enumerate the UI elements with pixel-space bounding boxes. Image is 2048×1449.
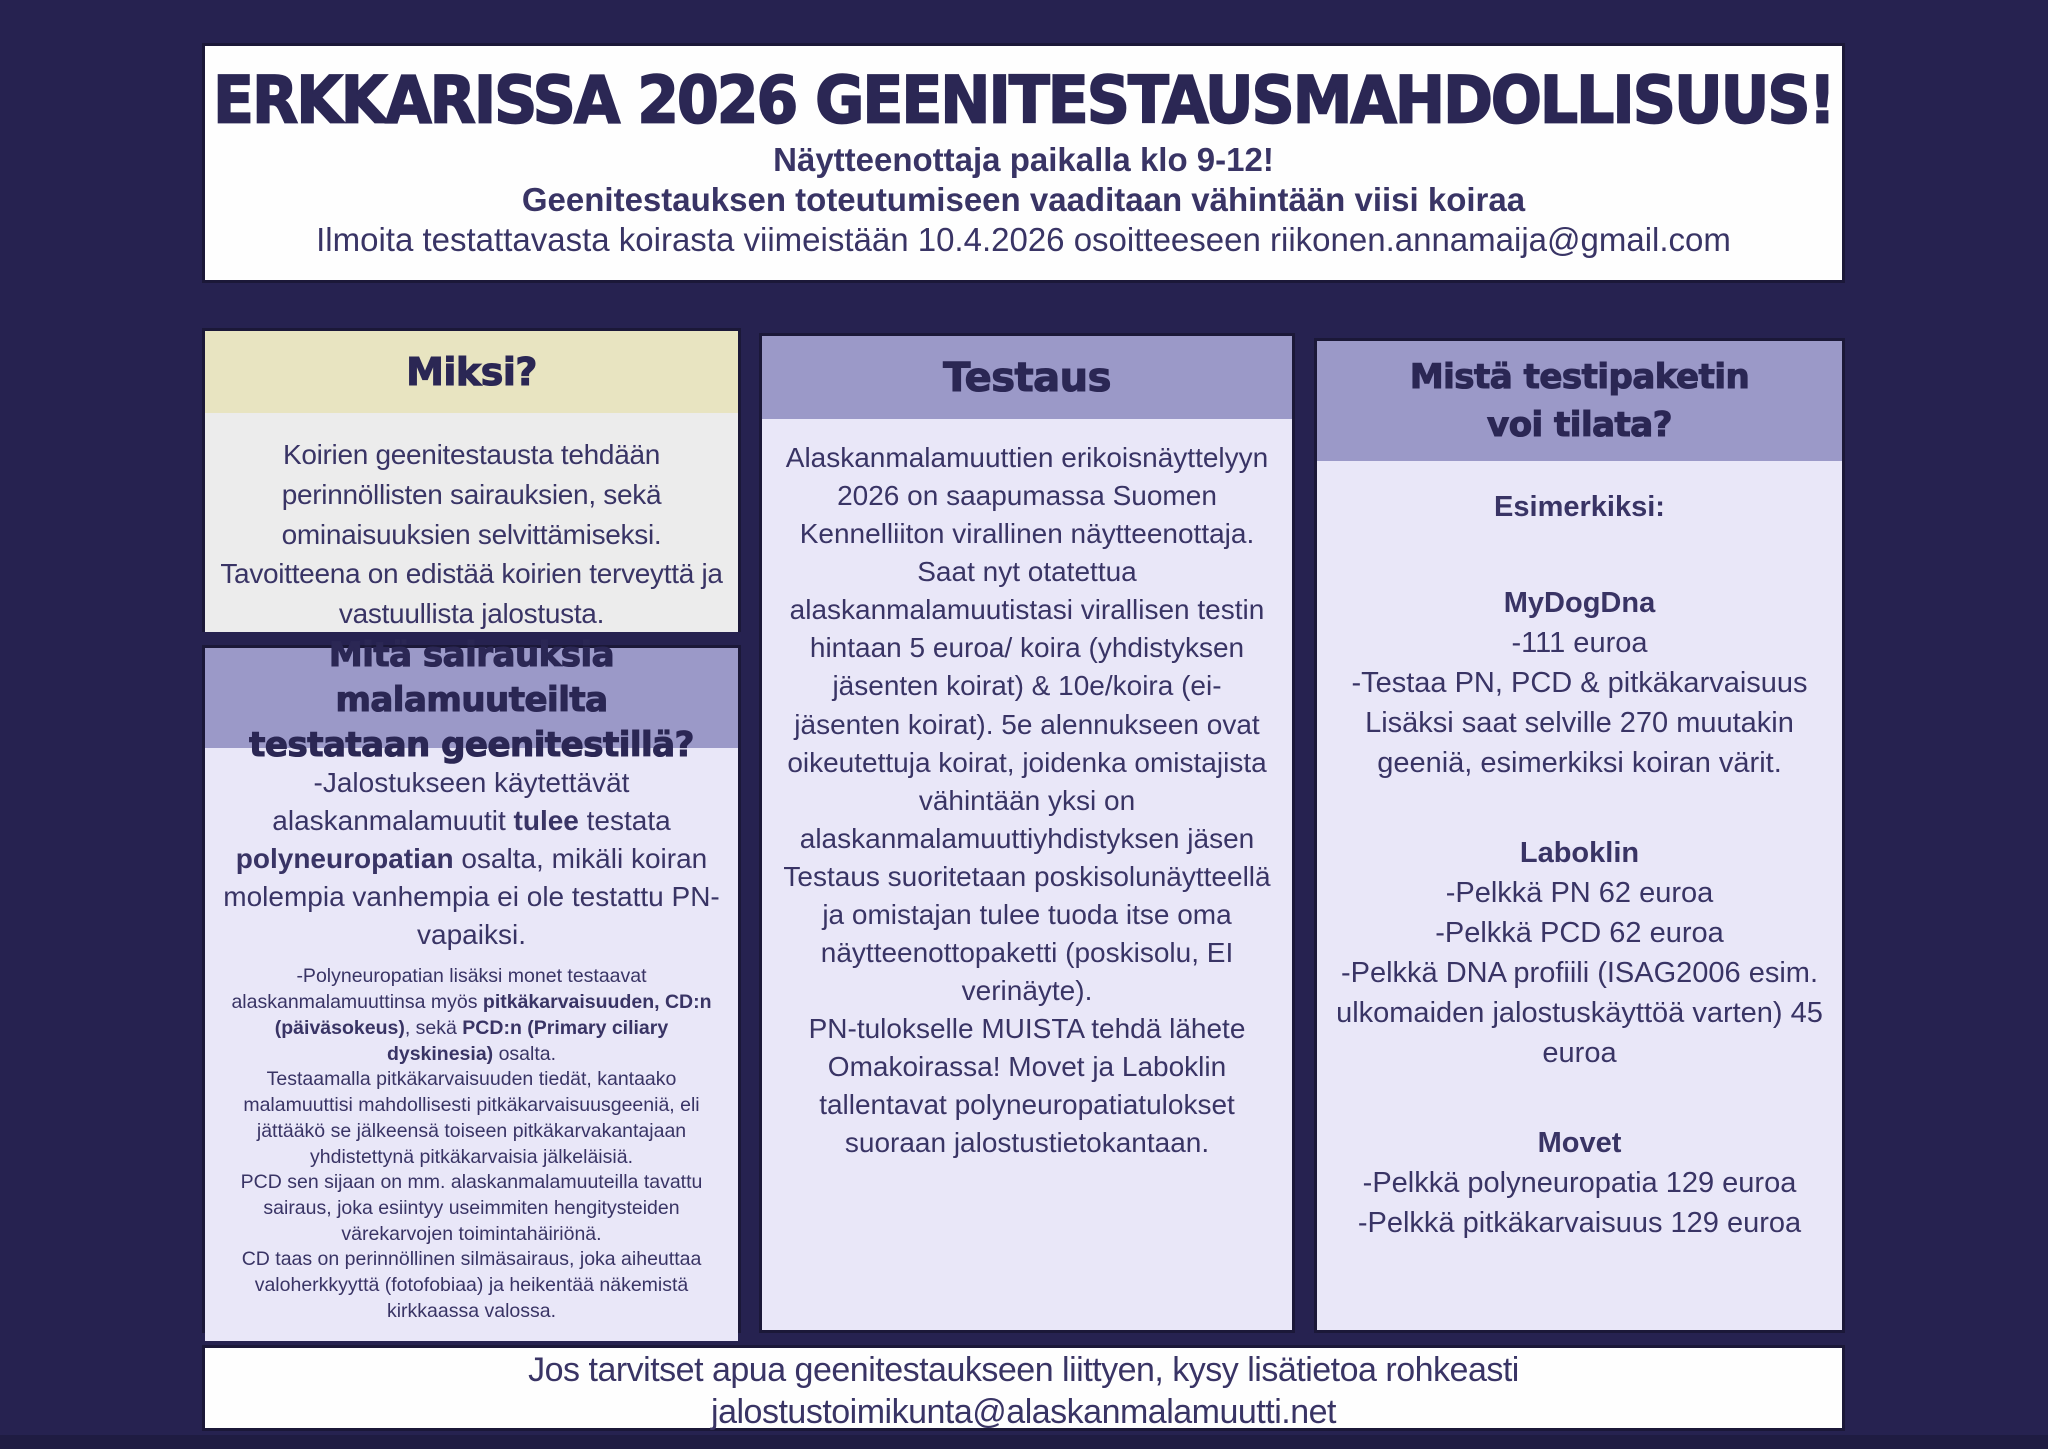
header-band xyxy=(202,43,1845,283)
diseases-title-line2: testataan geenitestillä? xyxy=(249,724,694,765)
diseases-body xyxy=(205,748,738,1341)
footer-email: jalostustoimikunta@alaskanmalamuutti.net xyxy=(711,1393,1336,1431)
provider-line: -Pelkkä pitkäkarvaisuus 129 euroa xyxy=(1357,1207,1802,1240)
provider-movet xyxy=(1329,1123,1830,1243)
column-order xyxy=(1314,338,1845,1333)
testing-header xyxy=(762,336,1292,419)
why-body xyxy=(205,413,738,632)
diseases-lead: -Jalostukseen käytettävät alaskanmalamuutit tulee testata polyneuropatian osalta, mikäli koiran molempia vanhempia ei ole testattu PN-vapaiksi. xyxy=(223,767,720,951)
why-title: Miksi? xyxy=(406,350,537,394)
provider-line: -Pelkkä DNA profiili (ISAG2006 esim. ulkomaiden jalostuskäyttöä varten) 45 euroa xyxy=(1336,957,1823,1070)
provider-name: Laboklin xyxy=(1519,837,1640,870)
order-title-line2: voi tilata? xyxy=(1487,405,1672,445)
provider-laboklin xyxy=(1329,833,1830,1073)
diseases-detail-p4: CD taas on perinnöllinen silmäsairaus, joka aiheuttaa valoherkkyyttä (fotofobiaa) ja heikentää näkemistä kirkkaassa valossa. xyxy=(241,1248,702,1322)
order-body xyxy=(1317,461,1842,1269)
testing-paragraph-1: Alaskanmalamuuttien erikoisnäyttelyyn 2026 on saapumassa Suomen Kennelliiton virallinen näytteenottaja. xyxy=(785,442,1269,550)
diseases-detail-p3: PCD sen sijaan on mm. alaskanmalamuuteilla tavattu sairaus, joka esiintyy useimmiten hengitysteiden värekarvojen toimintahäiriönä. xyxy=(240,1171,703,1245)
column-diseases xyxy=(202,634,741,1333)
footer-help-text: Jos tarvitset apua geenitestaukseen liittyen, kysy lisätietoa rohkeasti xyxy=(528,1351,1519,1389)
diseases-detail-p1: -Polyneuropatian lisäksi monet testaavat alaskanmalamuuttinsa myös pitkäkarvaisuuden, CD:n (päiväsokeus), sekä PCD:n (Primary ciliary dyskinesia) osalta. xyxy=(231,965,712,1065)
testing-paragraph-3: Testaus suoritetaan poskisolunäytteellä ja omistajan tulee tuoda itse oma näytteenottopaketti (poskisolu, EI verinäyte). xyxy=(783,860,1271,1007)
provider-line: -Pelkkä PN 62 euroa xyxy=(1445,877,1714,910)
bottom-edge-strip xyxy=(0,1435,2048,1449)
subtitle-minimum-dogs: Geenitestauksen toteutumiseen vaaditaan vähintään viisi koiraa xyxy=(521,181,1526,218)
testing-paragraph-2: Saat nyt otatettua alaskanmalamuutistasi virallisen testin hintaan 5 euroa/ koira (yhdistyksen jäsenten koirat) & 10e/koira (ei-jäsenten koirat). 5e alennukseen ovat oikeutettuja koirat, joidenka omistajista vähintään yksi on alaskanmalamuuttiyhdistyksen jäsen xyxy=(787,556,1267,854)
testing-body xyxy=(762,419,1292,1182)
testing-paragraph-4: PN-tulokselle MUISTA tehdä lähete Omakoirassa! Movet ja Laboklin tallentavat polyneuropatiatulokset suoraan jalostustietokantaan. xyxy=(808,1013,1246,1159)
order-title-line1: Mistä testipaketin xyxy=(1409,357,1750,397)
footer-band xyxy=(202,1345,1845,1431)
provider-line: -Pelkkä polyneuropatia 129 euroa xyxy=(1362,1167,1797,1200)
diseases-header xyxy=(205,634,738,765)
order-intro: Esimerkiksi: xyxy=(1494,491,1665,523)
provider-line: -111 euroa xyxy=(1511,627,1648,660)
provider-line: Lisäksi saat selville 270 muutakin geeniä, esimerkiksi koiran värit. xyxy=(1365,707,1794,780)
provider-name: MyDogDna xyxy=(1503,587,1656,620)
diseases-detail-p2: Testaamalla pitkäkarvaisuuden tiedät, kantaako malamuuttisi mahdollisesti pitkäkarvaisuusgeeniä, eli jättääkö se jälkeensä toiseen pitkäkarvakantajaan yhdistettynä pitkäkarvaisia jälkeläisiä. xyxy=(243,1068,700,1168)
testing-title: Testaus xyxy=(943,354,1111,401)
diseases-detail xyxy=(223,964,720,1324)
column-why xyxy=(202,328,741,632)
diseases-title-line1: Mitä sairauksia malamuuteilta xyxy=(328,634,615,720)
provider-mydogdna xyxy=(1329,583,1830,783)
order-header xyxy=(1317,341,1842,461)
provider-name: Movet xyxy=(1537,1127,1622,1160)
subtitle-sampler-hours: Näytteenottaja paikalla klo 9-12! xyxy=(773,141,1274,178)
why-header xyxy=(205,331,738,413)
provider-line: -Testaa PN, PCD & pitkäkarvaisuus xyxy=(1351,667,1808,700)
poster-title: ERKKARISSA 2026 GEENITESTAUSMAHDOLLISUUS! xyxy=(213,63,1834,139)
provider-line: -Pelkkä PCD 62 euroa xyxy=(1435,917,1724,950)
why-text: Koirien geenitestausta tehdään perinnöllisten sairauksien, sekä ominaisuuksien selvittämiseksi. Tavoitteena on edistää koirien terveyttä ja vastuullista jalostusta. xyxy=(220,439,723,629)
column-testing xyxy=(759,333,1295,1333)
subtitle-registration-email: Ilmoita testattavasta koirasta viimeistään 10.4.2026 osoitteeseen riikonen.annamaija@gmail.com xyxy=(316,221,1731,258)
